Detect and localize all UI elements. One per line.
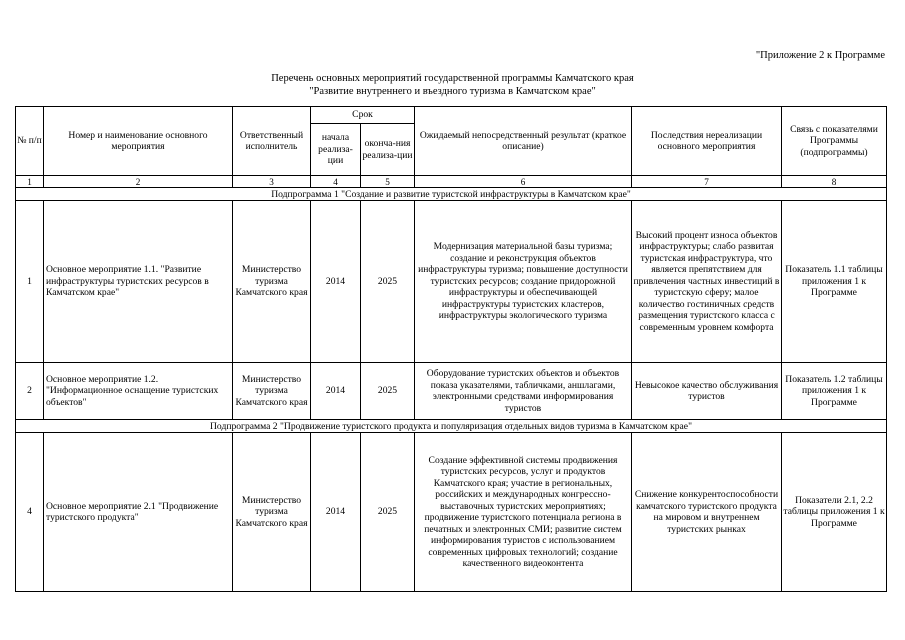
column-number: 5 bbox=[361, 176, 415, 188]
column-number: 3 bbox=[233, 176, 311, 188]
indicator-link: Показатели 2.1, 2.2 таблицы приложения 1 к Программе bbox=[782, 433, 887, 592]
column-number-row bbox=[16, 176, 887, 188]
end-year: 2025 bbox=[361, 201, 415, 363]
column-number: 2 bbox=[44, 176, 233, 188]
responsible: Министерство туризма Камчатского края bbox=[233, 363, 311, 420]
appendix-label: "Приложение 2 к Программе bbox=[755, 50, 885, 61]
measure-name: Основное мероприятие 2.1 "Продвижение туристского продукта" bbox=[44, 433, 233, 592]
table-row bbox=[16, 363, 887, 420]
expected-result: Создание эффективной системы продвижения туристских ресурсов, услуг и продуктов Камчатского края; участие в региональных, российских и международных конгрессно-выставочных туристских мероприятиях; продвижение туристского потенциала региона в печатных и электронных СМИ; развитие систем информирования туристов с использованием современных цифровых технологий; создание качественного видеоконтента bbox=[415, 433, 632, 592]
header-link: Связь с показателями Программы (подпрограммы) bbox=[782, 107, 887, 176]
column-number: 6 bbox=[415, 176, 632, 188]
header-start: начала реализа-ции bbox=[311, 124, 361, 176]
row-number: 2 bbox=[16, 363, 44, 420]
consequence: Высокий процент износа объектов инфраструктуры; слабо развитая туристская инфраструктура, что является препятствием для привлечения частных инвестиций в туристскую сферу; малое количество гостиничных средств размещения туристского класса с современным уровнем комфорта bbox=[632, 201, 782, 363]
indicator-link: Показатель 1.1 таблицы приложения 1 к Программе bbox=[782, 201, 887, 363]
document-title bbox=[0, 72, 905, 98]
table-row bbox=[16, 433, 887, 592]
start-year: 2014 bbox=[311, 363, 361, 420]
header-responsible: Ответственный исполнитель bbox=[233, 107, 311, 176]
responsible: Министерство туризма Камчатского края bbox=[233, 433, 311, 592]
expected-result: Оборудование туристских объектов и объектов показа указателями, табличками, аншлагами, электронными средствами информирования туристов bbox=[415, 363, 632, 420]
start-year: 2014 bbox=[311, 433, 361, 592]
row-number: 1 bbox=[16, 201, 44, 363]
header-end: оконча-ния реализа-ции bbox=[361, 124, 415, 176]
end-year: 2025 bbox=[361, 433, 415, 592]
end-year: 2025 bbox=[361, 363, 415, 420]
responsible: Министерство туризма Камчатского края bbox=[233, 201, 311, 363]
column-number: 4 bbox=[311, 176, 361, 188]
measure-name: Основное мероприятие 1.2. "Информационное оснащение туристских объектов" bbox=[44, 363, 233, 420]
measures-table bbox=[15, 106, 887, 592]
table-row bbox=[16, 201, 887, 363]
subprogram-title: Подпрограмма 2 "Продвижение туристского продукта и популяризация отдельных видов туризма в Камчатском крае" bbox=[16, 420, 887, 433]
column-number: 1 bbox=[16, 176, 44, 188]
header-result: Ожидаемый непосредственный результат (краткое описание) bbox=[415, 107, 632, 176]
header-num: № п/п bbox=[16, 107, 44, 176]
title-line-1: Перечень основных мероприятий государственной программы Камчатского края bbox=[271, 73, 634, 84]
title-line-2: "Развитие внутреннего и въездного туризма в Камчатском крае" bbox=[309, 86, 596, 97]
consequence: Невысокое качество обслуживания туристов bbox=[632, 363, 782, 420]
indicator-link: Показатель 1.2 таблицы приложения 1 к Программе bbox=[782, 363, 887, 420]
subprogram-row bbox=[16, 420, 887, 433]
header-row bbox=[16, 107, 887, 124]
subprogram-row bbox=[16, 188, 887, 201]
measure-name: Основное мероприятие 1.1. "Развитие инфраструктуры туристских ресурсов в Камчатском крае" bbox=[44, 201, 233, 363]
header-name: Номер и наименование основного мероприятия bbox=[44, 107, 233, 176]
row-number: 4 bbox=[16, 433, 44, 592]
column-number: 7 bbox=[632, 176, 782, 188]
subprogram-title: Подпрограмма 1 "Создание и развитие туристской инфраструктуры в Камчатском крае" bbox=[16, 188, 887, 201]
expected-result: Модернизация материальной базы туризма; создание и реконструкция объектов инфраструктуры туризма; повышение доступности туристских ресурсов; создание придорожной инфраструктуры и обеспечивающей инфраструктуры туристских кластеров, инфраструктуры экологического туризма bbox=[415, 201, 632, 363]
header-term: Срок bbox=[311, 107, 415, 124]
consequence: Снижение конкурентоспособности камчатского туристского продукта на мировом и внутреннем туристских рынках bbox=[632, 433, 782, 592]
column-number: 8 bbox=[782, 176, 887, 188]
start-year: 2014 bbox=[311, 201, 361, 363]
header-consequence: Последствия нереализации основного мероприятия bbox=[632, 107, 782, 176]
